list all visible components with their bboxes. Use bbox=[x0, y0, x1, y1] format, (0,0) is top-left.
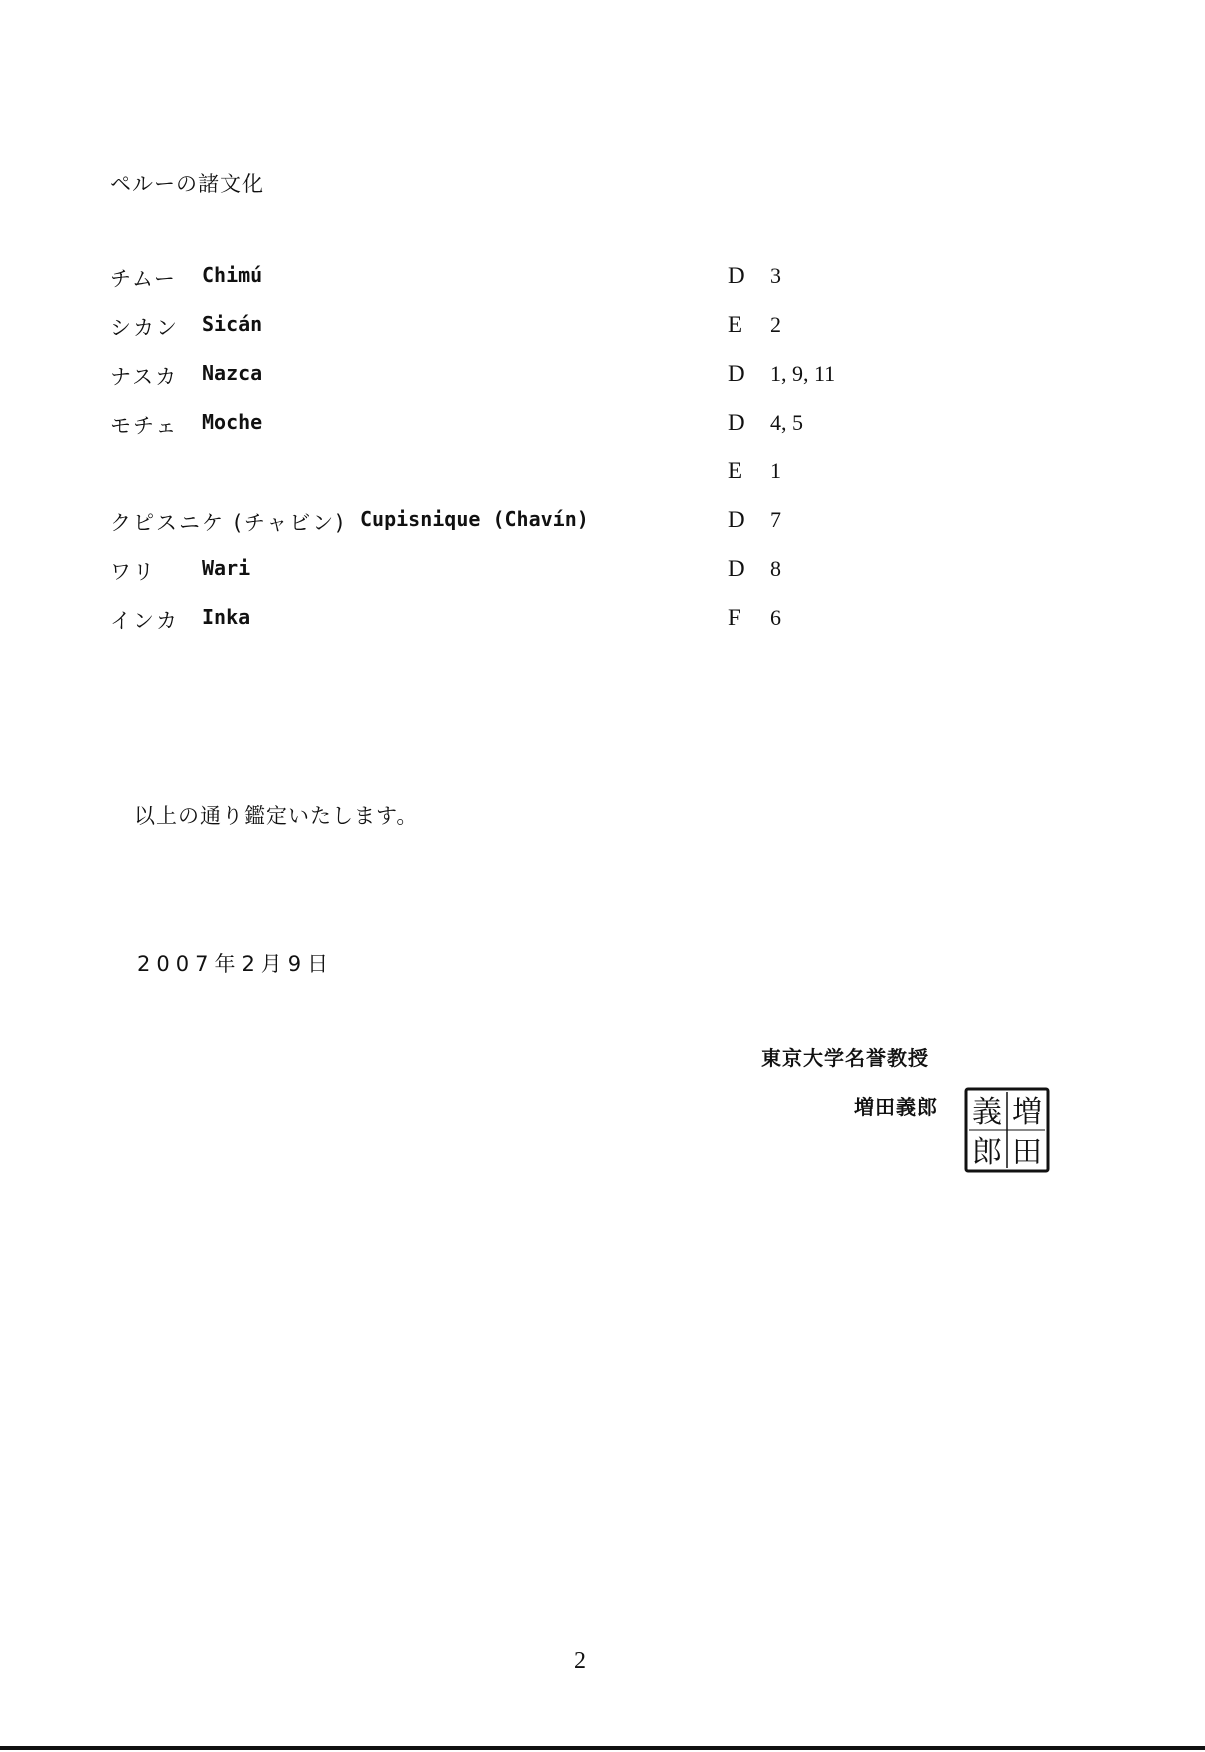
appraisal-statement: 以上の通り鑑定いたします。 bbox=[134, 804, 419, 828]
culture-grade: D bbox=[728, 556, 745, 581]
culture-grade: D bbox=[728, 361, 745, 386]
svg-text:義: 義 bbox=[972, 1095, 1002, 1130]
item-numbers: 7 bbox=[770, 507, 781, 532]
bottom-border-line bbox=[0, 1746, 1205, 1750]
document-title: ペルーの諸文化 bbox=[110, 172, 264, 196]
culture-grade: D bbox=[728, 263, 745, 288]
svg-text:田: 田 bbox=[1012, 1135, 1042, 1170]
item-numbers: 6 bbox=[770, 605, 781, 630]
item-numbers: 1, 9, 11 bbox=[770, 361, 836, 386]
item-numbers: 3 bbox=[770, 263, 781, 288]
signer-name: 増田義郎 bbox=[854, 1095, 938, 1119]
culture-name-jp: シカン bbox=[110, 316, 179, 340]
culture-grade: D bbox=[728, 410, 745, 435]
seal-stamp-icon bbox=[963, 1086, 1051, 1174]
signer-affiliation: 東京大学名誉教授 bbox=[761, 1046, 929, 1070]
culture-name-jp: ワリ bbox=[110, 560, 156, 584]
culture-name-jp: クピスニケ (チャビン) bbox=[110, 511, 346, 535]
item-numbers: 2 bbox=[770, 312, 781, 337]
culture-grade: E bbox=[728, 312, 743, 337]
culture-name-en: Inka bbox=[202, 605, 251, 629]
culture-grade: D bbox=[728, 507, 745, 532]
culture-name-en: Chimú bbox=[202, 263, 263, 287]
svg-text:郎: 郎 bbox=[972, 1135, 1002, 1170]
culture-name-jp: チムー bbox=[110, 267, 177, 291]
culture-name-jp: インカ bbox=[110, 609, 179, 633]
culture-grade: E bbox=[728, 458, 743, 483]
culture-name-en: Cupisnique (Chavín) bbox=[360, 507, 589, 531]
culture-grade: F bbox=[728, 605, 741, 630]
culture-name-en: Moche bbox=[202, 410, 263, 434]
culture-name-jp: ナスカ bbox=[110, 365, 179, 389]
culture-name-en: Nazca bbox=[202, 361, 263, 385]
item-numbers: 8 bbox=[770, 556, 781, 581]
culture-name-en: Sicán bbox=[202, 312, 263, 336]
svg-text:増: 増 bbox=[1012, 1095, 1042, 1130]
item-numbers: 1 bbox=[770, 458, 781, 483]
page-number: 2 bbox=[574, 1648, 586, 1674]
culture-name-jp: モチェ bbox=[110, 414, 179, 438]
culture-name-en: Wari bbox=[202, 556, 251, 580]
document-date: 2007年2月9日 bbox=[137, 952, 335, 976]
item-numbers: 4, 5 bbox=[770, 410, 803, 435]
